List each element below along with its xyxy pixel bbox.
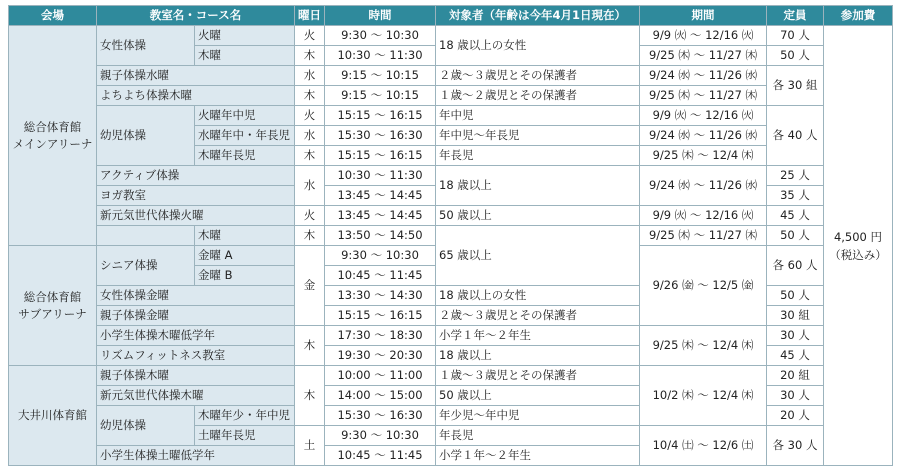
table-row [9,206,893,226]
class-name: 女性体操金曜 [97,286,295,306]
time-cell: 15:15 ～ 16:15 [325,106,436,126]
table-row [9,66,893,86]
capacity-cell: 各 30 人 [767,426,824,466]
time-cell: 9:15 ～ 10:15 [325,86,436,106]
course-name: 木曜 [195,46,295,66]
table-row [9,106,893,126]
day-cell: 木 [295,86,325,106]
venue-name-line2: メインアリーナ [12,136,93,151]
time-cell: 9:30 ～ 10:30 [325,246,436,266]
day-cell: 水 [295,66,325,86]
target-cell: 年長児 [436,146,640,166]
target-cell: 小学１年～２年生 [436,446,640,466]
time-cell: 10:45 ～ 11:45 [325,446,436,466]
time-cell: 15:15 ～ 16:15 [325,146,436,166]
target-cell: １歳～２歳児とその保護者 [436,86,640,106]
course-name: 水曜年中・年長児 [195,126,295,146]
time-cell: 9:30 ～ 10:30 [325,426,436,446]
target-cell: 年中児 [436,106,640,126]
venue-name-line1: 大井川体育館 [18,408,87,422]
time-cell: 19:30 ～ 20:30 [325,346,436,366]
time-cell: 10:45 ～ 11:45 [325,266,436,286]
class-name: アクティブ体操 [97,166,295,186]
header-day: 曜日 [295,6,325,26]
schedule-container [8,5,893,466]
target-cell: ２歳～３歳児とその保護者 [436,306,640,326]
target-cell: 50 歳以上 [436,206,640,226]
fee-cell [824,26,893,466]
class-name: 新元気世代体操火曜 [97,206,295,226]
period-cell: 9/25 ㈭ ～ 11/27 ㈭ [640,86,767,106]
period-cell: 9/24 ㈬ ～ 11/26 ㈬ [640,66,767,86]
class-name: 小学生体操土曜低学年 [97,446,295,466]
header-time: 時間 [325,6,436,26]
venue-name-line2: サブアリーナ [18,306,87,321]
course-name: 火曜年中児 [195,106,295,126]
capacity-cell: 25 人 [767,166,824,186]
period-cell: 9/26 ㈮ ～ 12/5 ㈮ [640,246,767,326]
capacity-cell: 50 人 [767,46,824,66]
period-cell: 9/9 ㈫ ～ 12/16 ㈫ [640,26,767,46]
capacity-cell: 20 人 [767,406,824,426]
fee-note: （税込み） [829,247,887,262]
course-name: 木曜 [195,226,295,246]
period-cell: 9/25 ㈭ ～ 11/27 ㈭ [640,226,767,246]
period-cell: 9/25 ㈭ ～ 11/27 ㈭ [640,46,767,66]
header-class-name: 教室名・コース名 [97,6,295,26]
venue-name-line1: 総合体育館 [23,289,82,304]
capacity-cell: 20 組 [767,366,824,386]
capacity-cell: 50 人 [767,226,824,246]
class-name: 親子体操水曜 [97,66,295,86]
day-cell: 火 [295,26,325,46]
day-cell: 火 [295,206,325,226]
target-cell: 小学１年～２年生 [436,326,640,346]
time-cell: 10:30 ～ 11:30 [325,166,436,186]
time-cell: 14:00 ～ 15:00 [325,386,436,406]
day-cell: 金 [295,246,325,326]
target-cell: 50 歳以上 [436,386,640,406]
header-period: 期間 [640,6,767,26]
time-cell: 13:50 ～ 14:50 [325,226,436,246]
capacity-cell: 70 人 [767,26,824,46]
class-schedule-table [8,5,893,466]
time-cell: 17:30 ～ 18:30 [325,326,436,346]
course-name: 土曜年長児 [195,426,295,446]
header-venue: 会場 [9,6,97,26]
target-cell: 年長児 [436,426,640,446]
day-cell: 水 [295,166,325,206]
time-cell: 9:15 ～ 10:15 [325,66,436,86]
period-cell: 10/2 ㈭ ～ 12/4 ㈭ [640,366,767,426]
target-cell: 18 歳以上の女性 [436,26,640,66]
class-name: 親子体操木曜 [97,366,295,386]
target-cell: 年少児～年中児 [436,406,640,426]
course-name: 金曜 A [195,246,295,266]
time-cell: 10:30 ～ 11:30 [325,46,436,66]
target-cell: 18 歳以上 [436,166,640,206]
capacity-cell: 各 40 人 [767,106,824,166]
class-name: よちよち体操木曜 [97,86,295,106]
table-row [9,86,893,106]
class-name: 小学生体操木曜低学年 [97,326,295,346]
class-name: ヨガ教室 [97,186,295,206]
header-fee: 参加費 [824,6,893,26]
table-row [9,166,893,186]
day-cell: 火 [295,106,325,126]
time-cell: 13:45 ～ 14:45 [325,206,436,226]
class-name: 親子体操金曜 [97,306,295,326]
capacity-cell: 30 組 [767,306,824,326]
day-cell: 木 [295,226,325,246]
time-cell: 13:45 ～ 14:45 [325,186,436,206]
venue-cell [9,246,97,366]
period-cell: 10/4 ㈯ ～ 12/6 ㈯ [640,426,767,466]
period-cell: 9/25 ㈭ ～ 12/4 ㈭ [640,326,767,366]
day-cell: 土 [295,426,325,466]
target-cell: １歳～３歳児とその保護者 [436,366,640,386]
capacity-cell: 45 人 [767,206,824,226]
capacity-cell: 50 人 [767,286,824,306]
time-cell: 13:30 ～ 14:30 [325,286,436,306]
target-cell: ２歳～３歳児とその保護者 [436,66,640,86]
course-name: 木曜年少・年中児 [195,406,295,426]
header-row [9,6,893,26]
day-cell: 木 [295,146,325,166]
class-name: シニア体操 [97,246,195,286]
period-cell: 9/25 ㈭ ～ 12/4 ㈭ [640,146,767,166]
period-cell: 9/9 ㈫ ～ 12/16 ㈫ [640,206,767,226]
capacity-cell: 45 人 [767,346,824,366]
capacity-cell: 35 人 [767,186,824,206]
venue-cell [9,26,97,246]
capacity-cell: 各 60 人 [767,246,824,286]
period-cell: 9/9 ㈫ ～ 12/16 ㈫ [640,106,767,126]
period-cell: 9/24 ㈬ ～ 11/26 ㈬ [640,126,767,146]
course-name: 火曜 [195,26,295,46]
day-cell: 木 [295,46,325,66]
time-cell: 9:30 ～ 10:30 [325,26,436,46]
class-name: 幼児体操 [97,406,195,446]
day-cell: 木 [295,326,325,366]
header-target: 対象者（年齢は今年4月1日現在） [436,6,640,26]
fee-amount: 4,500 円 [833,229,883,244]
target-cell: 18 歳以上 [436,346,640,366]
class-name: リズムフィットネス教室 [97,346,295,366]
course-name: 木曜年長児 [195,146,295,166]
class-name: 女性体操 [97,26,195,66]
table-row [9,366,893,386]
day-cell: 水 [295,126,325,146]
class-name: 新元気世代体操木曜 [97,386,295,406]
target-cell: 18 歳以上の女性 [436,286,640,306]
capacity-cell: 30 人 [767,326,824,346]
course-name: 金曜 B [195,266,295,286]
venue-cell [9,366,97,466]
venue-name-line1: 総合体育館 [23,119,82,134]
time-cell: 15:15 ～ 16:15 [325,306,436,326]
period-cell: 9/24 ㈬ ～ 11/26 ㈬ [640,166,767,206]
class-name: 幼児体操 [97,106,195,166]
target-cell: 年中児～年長児 [436,126,640,146]
day-cell: 木 [295,366,325,426]
table-row [9,326,893,346]
time-cell: 15:30 ～ 16:30 [325,406,436,426]
capacity-cell: 30 人 [767,386,824,406]
target-cell: 65 歳以上 [436,226,640,286]
capacity-cell: 各 30 組 [767,66,824,106]
class-name-blank [97,226,195,246]
time-cell: 15:30 ～ 16:30 [325,126,436,146]
table-row [9,226,893,246]
table-row [9,26,893,46]
time-cell: 10:00 ～ 11:00 [325,366,436,386]
header-capacity: 定員 [767,6,824,26]
